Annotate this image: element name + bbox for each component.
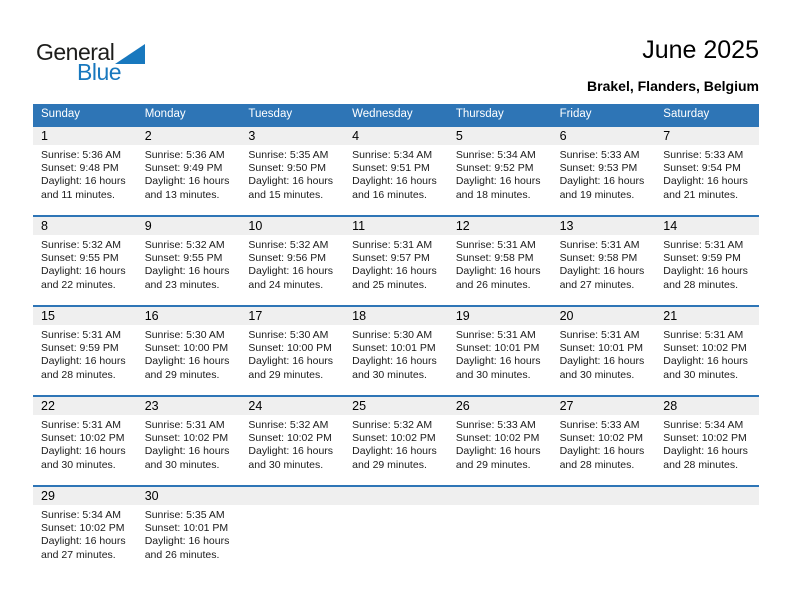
day-details (240, 145, 344, 202)
day-details (552, 145, 656, 202)
day-details (552, 235, 656, 292)
day-details (448, 325, 552, 382)
day-number: 16 (137, 307, 241, 325)
calendar-day-cell (344, 217, 448, 305)
calendar-day-cell (240, 127, 344, 215)
calendar-day-cell (344, 487, 448, 560)
day-number: 28 (655, 397, 759, 415)
sunrise-text: Sunrise: 5:32 AM (248, 419, 329, 431)
daylight-text-line2: and 26 minutes. (455, 278, 531, 291)
daylight-text-line1: Daylight: 16 hours (144, 535, 230, 548)
daylight-text-line2: and 23 minutes. (144, 278, 220, 291)
sunset-text: Sunset: 10:00 PM (144, 342, 229, 355)
daylight-text-line2: and 15 minutes. (248, 188, 324, 201)
day-number: 11 (344, 217, 448, 235)
daylight-text-line1: Daylight: 16 hours (248, 175, 334, 188)
daylight-text-line2: and 30 minutes. (455, 368, 531, 381)
calendar-day-cell (137, 397, 241, 485)
calendar-day-cell (240, 217, 344, 305)
day-number: 29 (33, 487, 137, 505)
daylight-text-line1: Daylight: 16 hours (455, 175, 541, 188)
sunset-text: Sunset: 10:01 PM (559, 342, 644, 355)
daylight-text-line1: Daylight: 16 hours (248, 445, 334, 458)
sunset-text: Sunset: 10:01 PM (144, 522, 229, 535)
sunset-text: Sunset: 9:55 PM (144, 252, 223, 265)
calendar-day-cell (33, 397, 137, 485)
sunset-text: Sunset: 9:48 PM (41, 162, 119, 175)
sunrise-text: Sunrise: 5:34 AM (352, 149, 433, 161)
day-details (552, 325, 656, 382)
weekday-header-row (33, 104, 759, 125)
sunrise-text: Sunrise: 5:35 AM (248, 149, 329, 161)
day-number: 7 (655, 127, 759, 145)
day-details (33, 145, 137, 202)
day-number (448, 487, 552, 505)
daylight-text-line1: Daylight: 16 hours (41, 535, 126, 548)
sunset-text: Sunset: 9:54 PM (663, 162, 741, 175)
daylight-text-line2: and 18 minutes. (455, 188, 531, 201)
daylight-text-line1: Daylight: 16 hours (144, 445, 230, 458)
sunset-text: Sunset: 10:02 PM (248, 432, 332, 445)
day-details (137, 145, 241, 202)
day-number: 6 (552, 127, 656, 145)
day-number: 21 (655, 307, 759, 325)
sunset-text: Sunset: 9:56 PM (248, 252, 327, 265)
daylight-text-line2: and 30 minutes. (144, 458, 220, 471)
day-details (240, 235, 344, 292)
sunrise-text: Sunrise: 5:33 AM (455, 419, 536, 431)
weekday-header-saturday: Saturday (663, 108, 710, 120)
day-number: 24 (240, 397, 344, 415)
daylight-text-line1: Daylight: 16 hours (455, 445, 541, 458)
calendar-day-cell (655, 127, 759, 215)
logo-text-general: General (36, 39, 115, 65)
day-details (344, 235, 448, 292)
daylight-text-line2: and 25 minutes. (352, 278, 427, 291)
day-details (655, 145, 759, 202)
sunset-text: Sunset: 9:51 PM (352, 162, 430, 175)
daylight-text-line2: and 29 minutes. (248, 368, 324, 381)
day-number: 3 (240, 127, 344, 145)
day-details (448, 505, 552, 509)
weekday-header-sunday: Sunday (41, 108, 81, 120)
day-details (33, 325, 137, 382)
daylight-text-line2: and 16 minutes. (352, 188, 427, 201)
weekday-header-thursday: Thursday (455, 108, 504, 120)
daylight-text-line1: Daylight: 16 hours (144, 175, 230, 188)
daylight-text-line2: and 11 minutes. (41, 188, 115, 201)
daylight-text-line2: and 30 minutes. (663, 368, 738, 381)
sunset-text: Sunset: 9:57 PM (352, 252, 430, 265)
sunrise-text: Sunrise: 5:32 AM (41, 239, 121, 251)
sunset-text: Sunset: 10:00 PM (248, 342, 332, 355)
daylight-text-line1: Daylight: 16 hours (559, 175, 645, 188)
calendar-day-cell (33, 127, 137, 215)
day-details (137, 505, 241, 560)
daylight-text-line1: Daylight: 16 hours (663, 265, 748, 278)
calendar-day-cell (33, 487, 137, 560)
daylight-text-line1: Daylight: 16 hours (352, 265, 437, 278)
daylight-text-line2: and 28 minutes. (559, 458, 635, 471)
calendar-day-cell (240, 307, 344, 395)
day-number: 12 (448, 217, 552, 235)
day-details (344, 325, 448, 382)
day-details (344, 415, 448, 472)
day-number: 20 (552, 307, 656, 325)
day-details (552, 505, 656, 509)
calendar-day-cell (344, 307, 448, 395)
daylight-text-line1: Daylight: 16 hours (455, 355, 541, 368)
day-number (655, 487, 759, 505)
daylight-text-line1: Daylight: 16 hours (144, 265, 230, 278)
daylight-text-line1: Daylight: 16 hours (41, 175, 126, 188)
day-details (240, 325, 344, 382)
page-location: Brakel, Flanders, Belgium (587, 78, 759, 94)
sunset-text: Sunset: 10:02 PM (559, 432, 644, 445)
daylight-text-line2: and 22 minutes. (41, 278, 116, 291)
sunrise-text: Sunrise: 5:33 AM (559, 149, 640, 161)
day-details (33, 415, 137, 472)
sunset-text: Sunset: 9:50 PM (248, 162, 327, 175)
daylight-text-line2: and 27 minutes. (559, 278, 635, 291)
sunrise-text: Sunrise: 5:31 AM (144, 419, 225, 431)
day-number: 4 (344, 127, 448, 145)
daylight-text-line2: and 28 minutes. (663, 458, 738, 471)
sunrise-text: Sunrise: 5:32 AM (144, 239, 225, 251)
sunrise-text: Sunrise: 5:31 AM (455, 329, 536, 341)
calendar-day-cell (448, 217, 552, 305)
calendar-day-cell (552, 397, 656, 485)
day-number: 17 (240, 307, 344, 325)
sunrise-text: Sunrise: 5:30 AM (352, 329, 433, 341)
day-number: 10 (240, 217, 344, 235)
day-details (33, 505, 137, 560)
calendar-day-cell (448, 487, 552, 560)
day-number: 18 (344, 307, 448, 325)
daylight-text-line2: and 24 minutes. (248, 278, 324, 291)
day-number (552, 487, 656, 505)
sunrise-text: Sunrise: 5:33 AM (663, 149, 744, 161)
sunrise-text: Sunrise: 5:36 AM (144, 149, 225, 161)
day-number (344, 487, 448, 505)
day-number: 22 (33, 397, 137, 415)
daylight-text-line1: Daylight: 16 hours (455, 265, 541, 278)
calendar-day-cell (33, 307, 137, 395)
daylight-text-line2: and 27 minutes. (41, 548, 116, 560)
weekday-header-friday: Friday (559, 108, 592, 120)
day-details (240, 505, 344, 509)
daylight-text-line1: Daylight: 16 hours (144, 355, 230, 368)
sunrise-text: Sunrise: 5:32 AM (248, 239, 329, 251)
daylight-text-line1: Daylight: 16 hours (41, 355, 126, 368)
sunrise-text: Sunrise: 5:31 AM (455, 239, 536, 251)
calendar-day-cell (344, 397, 448, 485)
calendar-day-cell (448, 397, 552, 485)
sunset-text: Sunset: 10:02 PM (41, 522, 125, 535)
sunset-text: Sunset: 9:58 PM (559, 252, 638, 265)
sunset-text: Sunset: 10:02 PM (455, 432, 540, 445)
sunrise-text: Sunrise: 5:35 AM (144, 509, 225, 521)
day-number: 23 (137, 397, 241, 415)
sunrise-text: Sunrise: 5:34 AM (663, 419, 744, 431)
day-number: 5 (448, 127, 552, 145)
day-details (137, 325, 241, 382)
day-details (448, 235, 552, 292)
sunrise-text: Sunrise: 5:34 AM (455, 149, 536, 161)
sunset-text: Sunset: 9:59 PM (41, 342, 119, 355)
daylight-text-line2: and 30 minutes. (41, 458, 116, 471)
daylight-text-line1: Daylight: 16 hours (559, 265, 645, 278)
daylight-text-line2: and 19 minutes. (559, 188, 635, 201)
day-details (655, 235, 759, 292)
calendar-day-cell (655, 307, 759, 395)
calendar-day-cell (448, 127, 552, 215)
daylight-text-line2: and 26 minutes. (144, 548, 220, 560)
sunset-text: Sunset: 10:02 PM (663, 342, 747, 355)
daylight-text-line2: and 30 minutes. (559, 368, 635, 381)
calendar-day-cell (33, 217, 137, 305)
sunset-text: Sunset: 9:59 PM (663, 252, 741, 265)
day-number: 30 (137, 487, 241, 505)
day-number: 14 (655, 217, 759, 235)
calendar-day-cell (137, 127, 241, 215)
day-number: 27 (552, 397, 656, 415)
calendar-day-cell (552, 127, 656, 215)
daylight-text-line2: and 28 minutes. (41, 368, 116, 381)
daylight-text-line1: Daylight: 16 hours (663, 445, 748, 458)
sunset-text: Sunset: 9:52 PM (455, 162, 534, 175)
calendar-day-cell (552, 217, 656, 305)
daylight-text-line1: Daylight: 16 hours (352, 445, 437, 458)
sunset-text: Sunset: 9:49 PM (144, 162, 223, 175)
sunrise-text: Sunrise: 5:32 AM (352, 419, 433, 431)
sunset-text: Sunset: 10:02 PM (663, 432, 747, 445)
day-details (655, 505, 759, 509)
sunrise-text: Sunrise: 5:31 AM (559, 239, 640, 251)
sunrise-text: Sunrise: 5:31 AM (663, 239, 744, 251)
day-number: 26 (448, 397, 552, 415)
day-number: 2 (137, 127, 241, 145)
day-details (137, 415, 241, 472)
calendar-day-cell (137, 487, 241, 560)
general-blue-logo (36, 40, 145, 83)
calendar-day-cell (655, 217, 759, 305)
sunrise-text: Sunrise: 5:31 AM (41, 419, 121, 431)
daylight-text-line2: and 21 minutes. (663, 188, 738, 201)
daylight-text-line1: Daylight: 16 hours (41, 445, 126, 458)
calendar-week-row (33, 395, 759, 485)
sunset-text: Sunset: 10:02 PM (144, 432, 229, 445)
day-details (655, 325, 759, 382)
calendar-day-cell (344, 127, 448, 215)
day-number: 15 (33, 307, 137, 325)
day-details (552, 415, 656, 472)
daylight-text-line1: Daylight: 16 hours (559, 445, 645, 458)
day-number: 1 (33, 127, 137, 145)
calendar-week-row (33, 305, 759, 395)
calendar-day-cell (240, 487, 344, 560)
daylight-text-line1: Daylight: 16 hours (248, 355, 334, 368)
calendar-day-cell (552, 307, 656, 395)
sunset-text: Sunset: 9:55 PM (41, 252, 119, 265)
sunrise-text: Sunrise: 5:31 AM (41, 329, 121, 341)
calendar-day-cell (240, 397, 344, 485)
day-details (240, 415, 344, 472)
day-details (448, 145, 552, 202)
calendar (33, 104, 759, 560)
sunrise-text: Sunrise: 5:34 AM (41, 509, 121, 521)
sunset-text: Sunset: 10:01 PM (352, 342, 436, 355)
sunrise-text: Sunrise: 5:30 AM (144, 329, 225, 341)
calendar-day-cell (655, 487, 759, 560)
daylight-text-line2: and 13 minutes. (144, 188, 220, 201)
calendar-week-row (33, 485, 759, 560)
day-details (344, 145, 448, 202)
daylight-text-line1: Daylight: 16 hours (352, 355, 437, 368)
calendar-weeks (33, 125, 759, 560)
calendar-day-cell (137, 307, 241, 395)
day-details (137, 235, 241, 292)
sunrise-text: Sunrise: 5:31 AM (352, 239, 433, 251)
calendar-day-cell (137, 217, 241, 305)
sunrise-text: Sunrise: 5:31 AM (663, 329, 744, 341)
page-title: June 2025 (642, 36, 759, 64)
day-number: 9 (137, 217, 241, 235)
sunrise-text: Sunrise: 5:36 AM (41, 149, 121, 161)
calendar-day-cell (655, 397, 759, 485)
logo-text-blue: Blue (77, 59, 122, 85)
daylight-text-line1: Daylight: 16 hours (559, 355, 645, 368)
sunrise-text: Sunrise: 5:30 AM (248, 329, 329, 341)
sunrise-text: Sunrise: 5:33 AM (559, 419, 640, 431)
weekday-header-monday: Monday (144, 108, 186, 120)
day-details (448, 415, 552, 472)
calendar-day-cell (448, 307, 552, 395)
daylight-text-line1: Daylight: 16 hours (41, 265, 126, 278)
daylight-text-line2: and 30 minutes. (248, 458, 324, 471)
sunrise-text: Sunrise: 5:31 AM (559, 329, 640, 341)
sunset-text: Sunset: 9:53 PM (559, 162, 638, 175)
day-number: 25 (344, 397, 448, 415)
daylight-text-line1: Daylight: 16 hours (352, 175, 437, 188)
weekday-header-tuesday: Tuesday (248, 108, 293, 120)
sunset-text: Sunset: 10:01 PM (455, 342, 540, 355)
calendar-week-row (33, 125, 759, 215)
day-number: 19 (448, 307, 552, 325)
day-number: 13 (552, 217, 656, 235)
daylight-text-line1: Daylight: 16 hours (248, 265, 334, 278)
daylight-text-line2: and 29 minutes. (144, 368, 220, 381)
sunset-text: Sunset: 9:58 PM (455, 252, 534, 265)
daylight-text-line1: Daylight: 16 hours (663, 355, 748, 368)
day-details (33, 235, 137, 292)
daylight-text-line2: and 29 minutes. (352, 458, 427, 471)
calendar-week-row (33, 215, 759, 305)
daylight-text-line1: Daylight: 16 hours (663, 175, 748, 188)
day-number: 8 (33, 217, 137, 235)
calendar-day-cell (552, 487, 656, 560)
day-number (240, 487, 344, 505)
weekday-header-wednesday: Wednesday (352, 108, 413, 120)
daylight-text-line2: and 28 minutes. (663, 278, 738, 291)
sunset-text: Sunset: 10:02 PM (41, 432, 125, 445)
daylight-text-line2: and 29 minutes. (455, 458, 531, 471)
day-details (655, 415, 759, 472)
daylight-text-line2: and 30 minutes. (352, 368, 427, 381)
sunset-text: Sunset: 10:02 PM (352, 432, 436, 445)
day-details (344, 505, 448, 509)
